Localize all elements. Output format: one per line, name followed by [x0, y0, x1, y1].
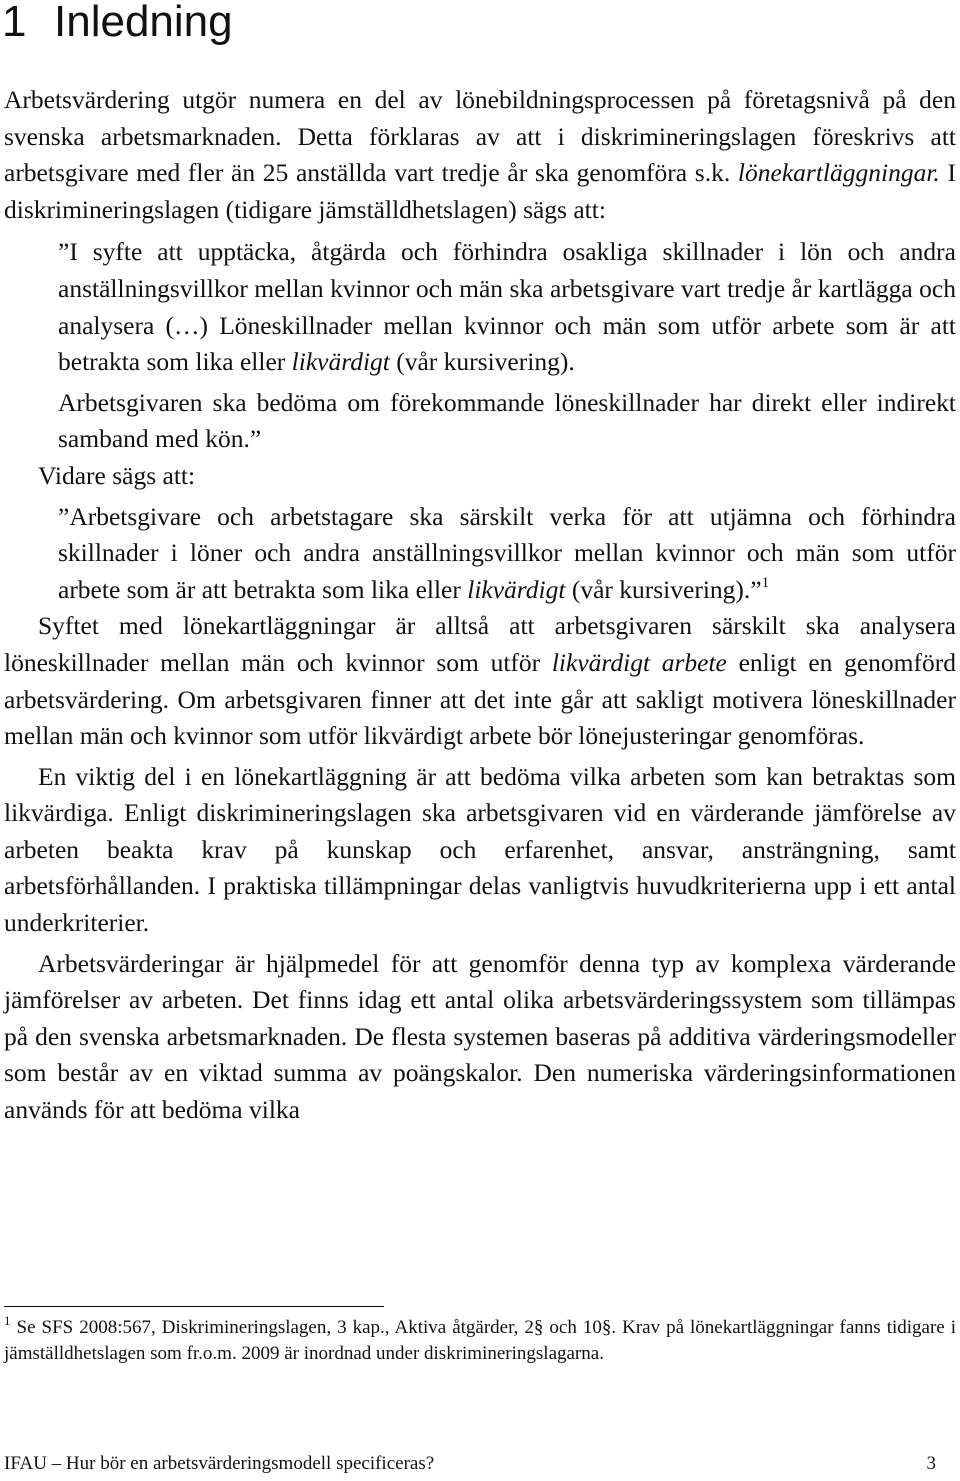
quote-1-italic: likvärdigt [291, 347, 390, 377]
quote-2-tail: (vår kursivering).” [565, 574, 762, 604]
lead-in: Vidare sägs att: [38, 460, 196, 490]
page-footer [4, 1452, 936, 1476]
chapter-heading [2, 0, 233, 48]
paragraph-intro [4, 82, 956, 228]
quote-1-continuation: Arbetsgivaren ska bedöma om förekommande löneskillnader har direkt eller indirekt samband med kön.” [58, 387, 956, 454]
footer-title: IFAU – Hur bör en arbetsvärderingsmodell specificeras? [4, 1453, 435, 1474]
page-number: 3 [926, 1453, 936, 1474]
paragraph-intro-text: Arbetsvärdering utgör numera en del av lönebildningsprocessen på företagsnivå på den svenska arbetsmarknaden. Detta förklaras av att i diskrimineringslagen föreskrivs att arbetsgivare med fler än 25 anställda vart tredje år ska genomföra s.k. [4, 85, 956, 188]
paragraph-purpose-text: Syftet med lönekartläggningar är alltså att arbetsgivaren särskilt ska analysera löneskillnader mellan män och kvinnor som utför [4, 611, 956, 677]
paragraph-purpose-tail: enligt en genomförd arbetsvärdering. Om arbetsgivaren finner att det inte går att sakligt motivera löneskillnader mellan män och kvinnor som utför likvärdigt arbete bör lönejusteringar genomföras. [4, 647, 956, 751]
quote-2-text: ”Arbetsgivare och arbetstagare ska särskilt verka för att utjämna och förhindra skillnader i löner och andra anställningsvillkor mellan kvinnor och män som utför arbete som är att betrakta som lika eller [58, 501, 956, 604]
chapter-title: Inledning [54, 0, 233, 46]
quote-1-text: ”I syfte att upptäcka, åtgärda och förhindra osakliga skillnader i lön och andra anställningsvillkor mellan kvinnor och män ska arbetsgivare vart tredje år kartlägga och analysera (…) Löneskillnader mellan kvinnor och män som utför arbete som är att betrakta som lika eller [58, 237, 956, 377]
paragraph-systems: Arbetsvärderingar är hjälpmedel för att genomför denna typ av komplexa värderande jämförelser av arbeten. Det finns idag ett antal olika arbetsvärderingssystem som tillämpas på den svenska arbetsmarknaden. De flesta systemen baseras på additiva värderingsmodeller som består av en viktad summa av poängskalor. Den numeriska värderingsinformationen används för att bedöma vilka [4, 948, 956, 1125]
footnote-marker: 1 [4, 1313, 11, 1328]
quote-1 [58, 234, 956, 380]
paragraph-purpose [4, 608, 956, 754]
footnote [4, 1315, 956, 1367]
paragraph-purpose-italic: likvärdigt arbete [551, 647, 727, 677]
quote-2-italic: likvärdigt [467, 574, 566, 604]
footnote-divider [4, 1306, 384, 1307]
footnote-text: Se SFS 2008:567, Diskrimineringslagen, 3 kap., Aktiva åtgärder, 2§ och 10§. Krav på lönekartläggningar fanns tidigare i jämställdhetslagen som fr.o.m. 2009 är inordnad under diskrimineringslagarna. [4, 1317, 956, 1364]
body-text [4, 82, 956, 1129]
chapter-number: 1 [2, 0, 27, 46]
paragraph-intro-italic: lönekartläggningar. [737, 158, 940, 188]
quote-2 [58, 499, 956, 609]
footnote-reference[interactable]: 1 [761, 574, 770, 591]
paragraph-intro-tail: I diskrimineringslagen (tidigare jämställdhetslagen) sägs att: [4, 158, 956, 224]
paragraph-evaluation: En viktig del i en lönekartläggning är att bedöma vilka arbeten som kan betraktas som likvärdiga. Enligt diskrimineringslagen ska arbetsgivaren vid en värderande jämförelse av arbeten beakta krav på kunskap och erfarenhet, ansvar, ansträngning, samt arbetsförhållanden. I praktiska tillämpningar delas vanligtvis huvudkriterierna upp i ett antal underkriterier. [4, 761, 956, 938]
quote-1-tail: (vår kursivering). [389, 347, 575, 377]
